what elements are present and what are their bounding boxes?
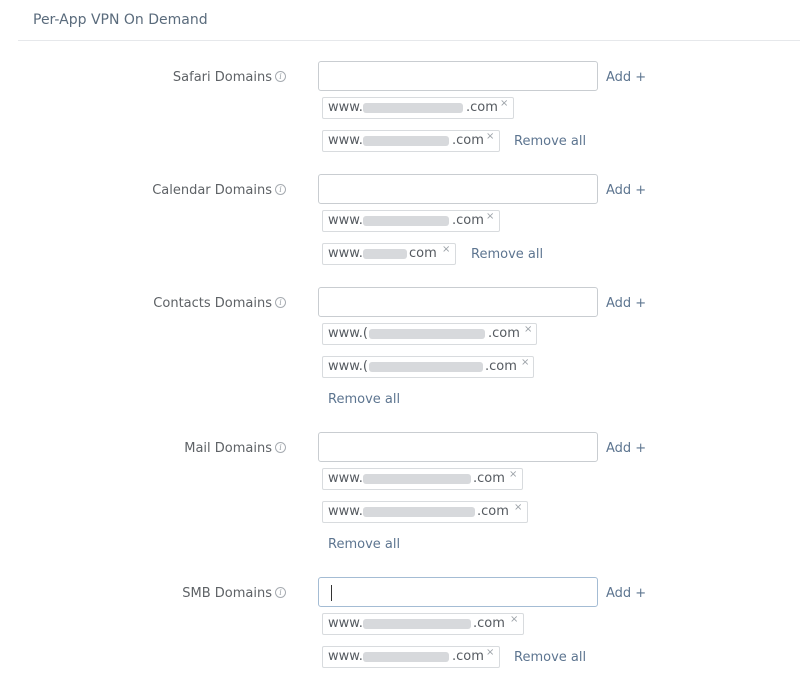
domain-tag <box>322 501 528 523</box>
remove-tag-icon[interactable]: × <box>486 647 495 658</box>
remove-tag-icon[interactable]: × <box>521 357 530 368</box>
add-button[interactable]: Add + <box>606 586 647 601</box>
remove-tag-icon[interactable]: × <box>486 211 495 222</box>
safari-domains-input[interactable] <box>318 61 598 91</box>
remove-tag-icon[interactable]: × <box>486 131 495 142</box>
tag-text-prefix: www. <box>328 246 363 261</box>
remove-tag-icon[interactable]: × <box>509 469 518 480</box>
redacted-text <box>363 103 463 113</box>
tag-text-prefix: www. <box>328 471 363 486</box>
tag-text-suffix: .com <box>485 359 517 374</box>
redacted-text <box>363 507 475 517</box>
domain-tag <box>322 356 534 378</box>
tag-text-prefix: www.( <box>328 359 368 374</box>
remove-all-button[interactable]: Remove all <box>328 537 401 552</box>
redacted-text <box>369 329 485 339</box>
remove-tag-icon[interactable]: × <box>524 324 533 335</box>
tag-text-prefix: www. <box>328 213 363 228</box>
tag-text-suffix: .com <box>473 471 505 486</box>
field-label: SMB Domains <box>182 586 272 601</box>
tag-text-prefix: www. <box>328 649 363 664</box>
tag-text-suffix: .com <box>477 504 509 519</box>
remove-tag-icon[interactable]: × <box>514 502 523 513</box>
add-button[interactable]: Add + <box>606 296 647 311</box>
redacted-text <box>363 652 449 662</box>
field-label: Calendar Domains <box>152 183 272 198</box>
tag-text-prefix: www. <box>328 616 363 631</box>
field-label: Mail Domains <box>184 441 272 456</box>
domain-tag <box>322 613 524 635</box>
smb-domains-input[interactable] <box>318 577 598 607</box>
redacted-text <box>363 474 471 484</box>
domain-tag <box>322 243 456 265</box>
calendar-domains-input[interactable] <box>318 174 598 204</box>
remove-all-button[interactable]: Remove all <box>471 247 544 262</box>
domain-tag <box>322 468 523 490</box>
tag-text-prefix: www. <box>328 100 363 115</box>
redacted-text <box>363 619 471 629</box>
tag-text-prefix: www. <box>328 504 363 519</box>
add-button[interactable]: Add + <box>606 183 647 198</box>
tag-text-prefix: www. <box>328 133 363 148</box>
tag-text-suffix: .com <box>452 213 484 228</box>
info-icon[interactable]: i <box>275 587 286 598</box>
tag-text-suffix: .com <box>452 649 484 664</box>
domain-tag <box>322 97 514 119</box>
mail-domains-input[interactable] <box>318 432 598 462</box>
info-icon[interactable]: i <box>275 297 286 308</box>
tag-text-suffix: .com <box>488 326 520 341</box>
redacted-text <box>363 216 449 226</box>
remove-all-button[interactable]: Remove all <box>514 134 587 149</box>
text-caret <box>331 585 332 601</box>
remove-tag-icon[interactable]: × <box>500 98 509 109</box>
domain-tag <box>322 323 537 345</box>
section-header <box>18 0 800 41</box>
tag-text-suffix: .com <box>473 616 505 631</box>
tag-text-suffix: .com <box>466 100 498 115</box>
domain-tag <box>322 646 500 668</box>
redacted-text <box>363 249 407 259</box>
domain-tag <box>322 130 500 152</box>
remove-tag-icon[interactable]: × <box>442 244 451 255</box>
info-icon[interactable]: i <box>275 71 286 82</box>
field-label: Contacts Domains <box>153 296 272 311</box>
tag-text-prefix: www.( <box>328 326 368 341</box>
redacted-text <box>369 362 483 372</box>
section-title: Per-App VPN On Demand <box>33 12 208 28</box>
redacted-text <box>363 136 449 146</box>
add-button[interactable]: Add + <box>606 441 647 456</box>
remove-all-button[interactable]: Remove all <box>514 650 587 665</box>
info-icon[interactable]: i <box>275 184 286 195</box>
tag-text-suffix: com <box>409 246 437 261</box>
domain-tag <box>322 210 500 232</box>
tag-text-suffix: .com <box>452 133 484 148</box>
add-button[interactable]: Add + <box>606 70 647 85</box>
remove-tag-icon[interactable]: × <box>510 614 519 625</box>
field-label: Safari Domains <box>172 70 272 85</box>
remove-all-button[interactable]: Remove all <box>328 392 401 407</box>
info-icon[interactable]: i <box>275 442 286 453</box>
contacts-domains-input[interactable] <box>318 287 598 317</box>
